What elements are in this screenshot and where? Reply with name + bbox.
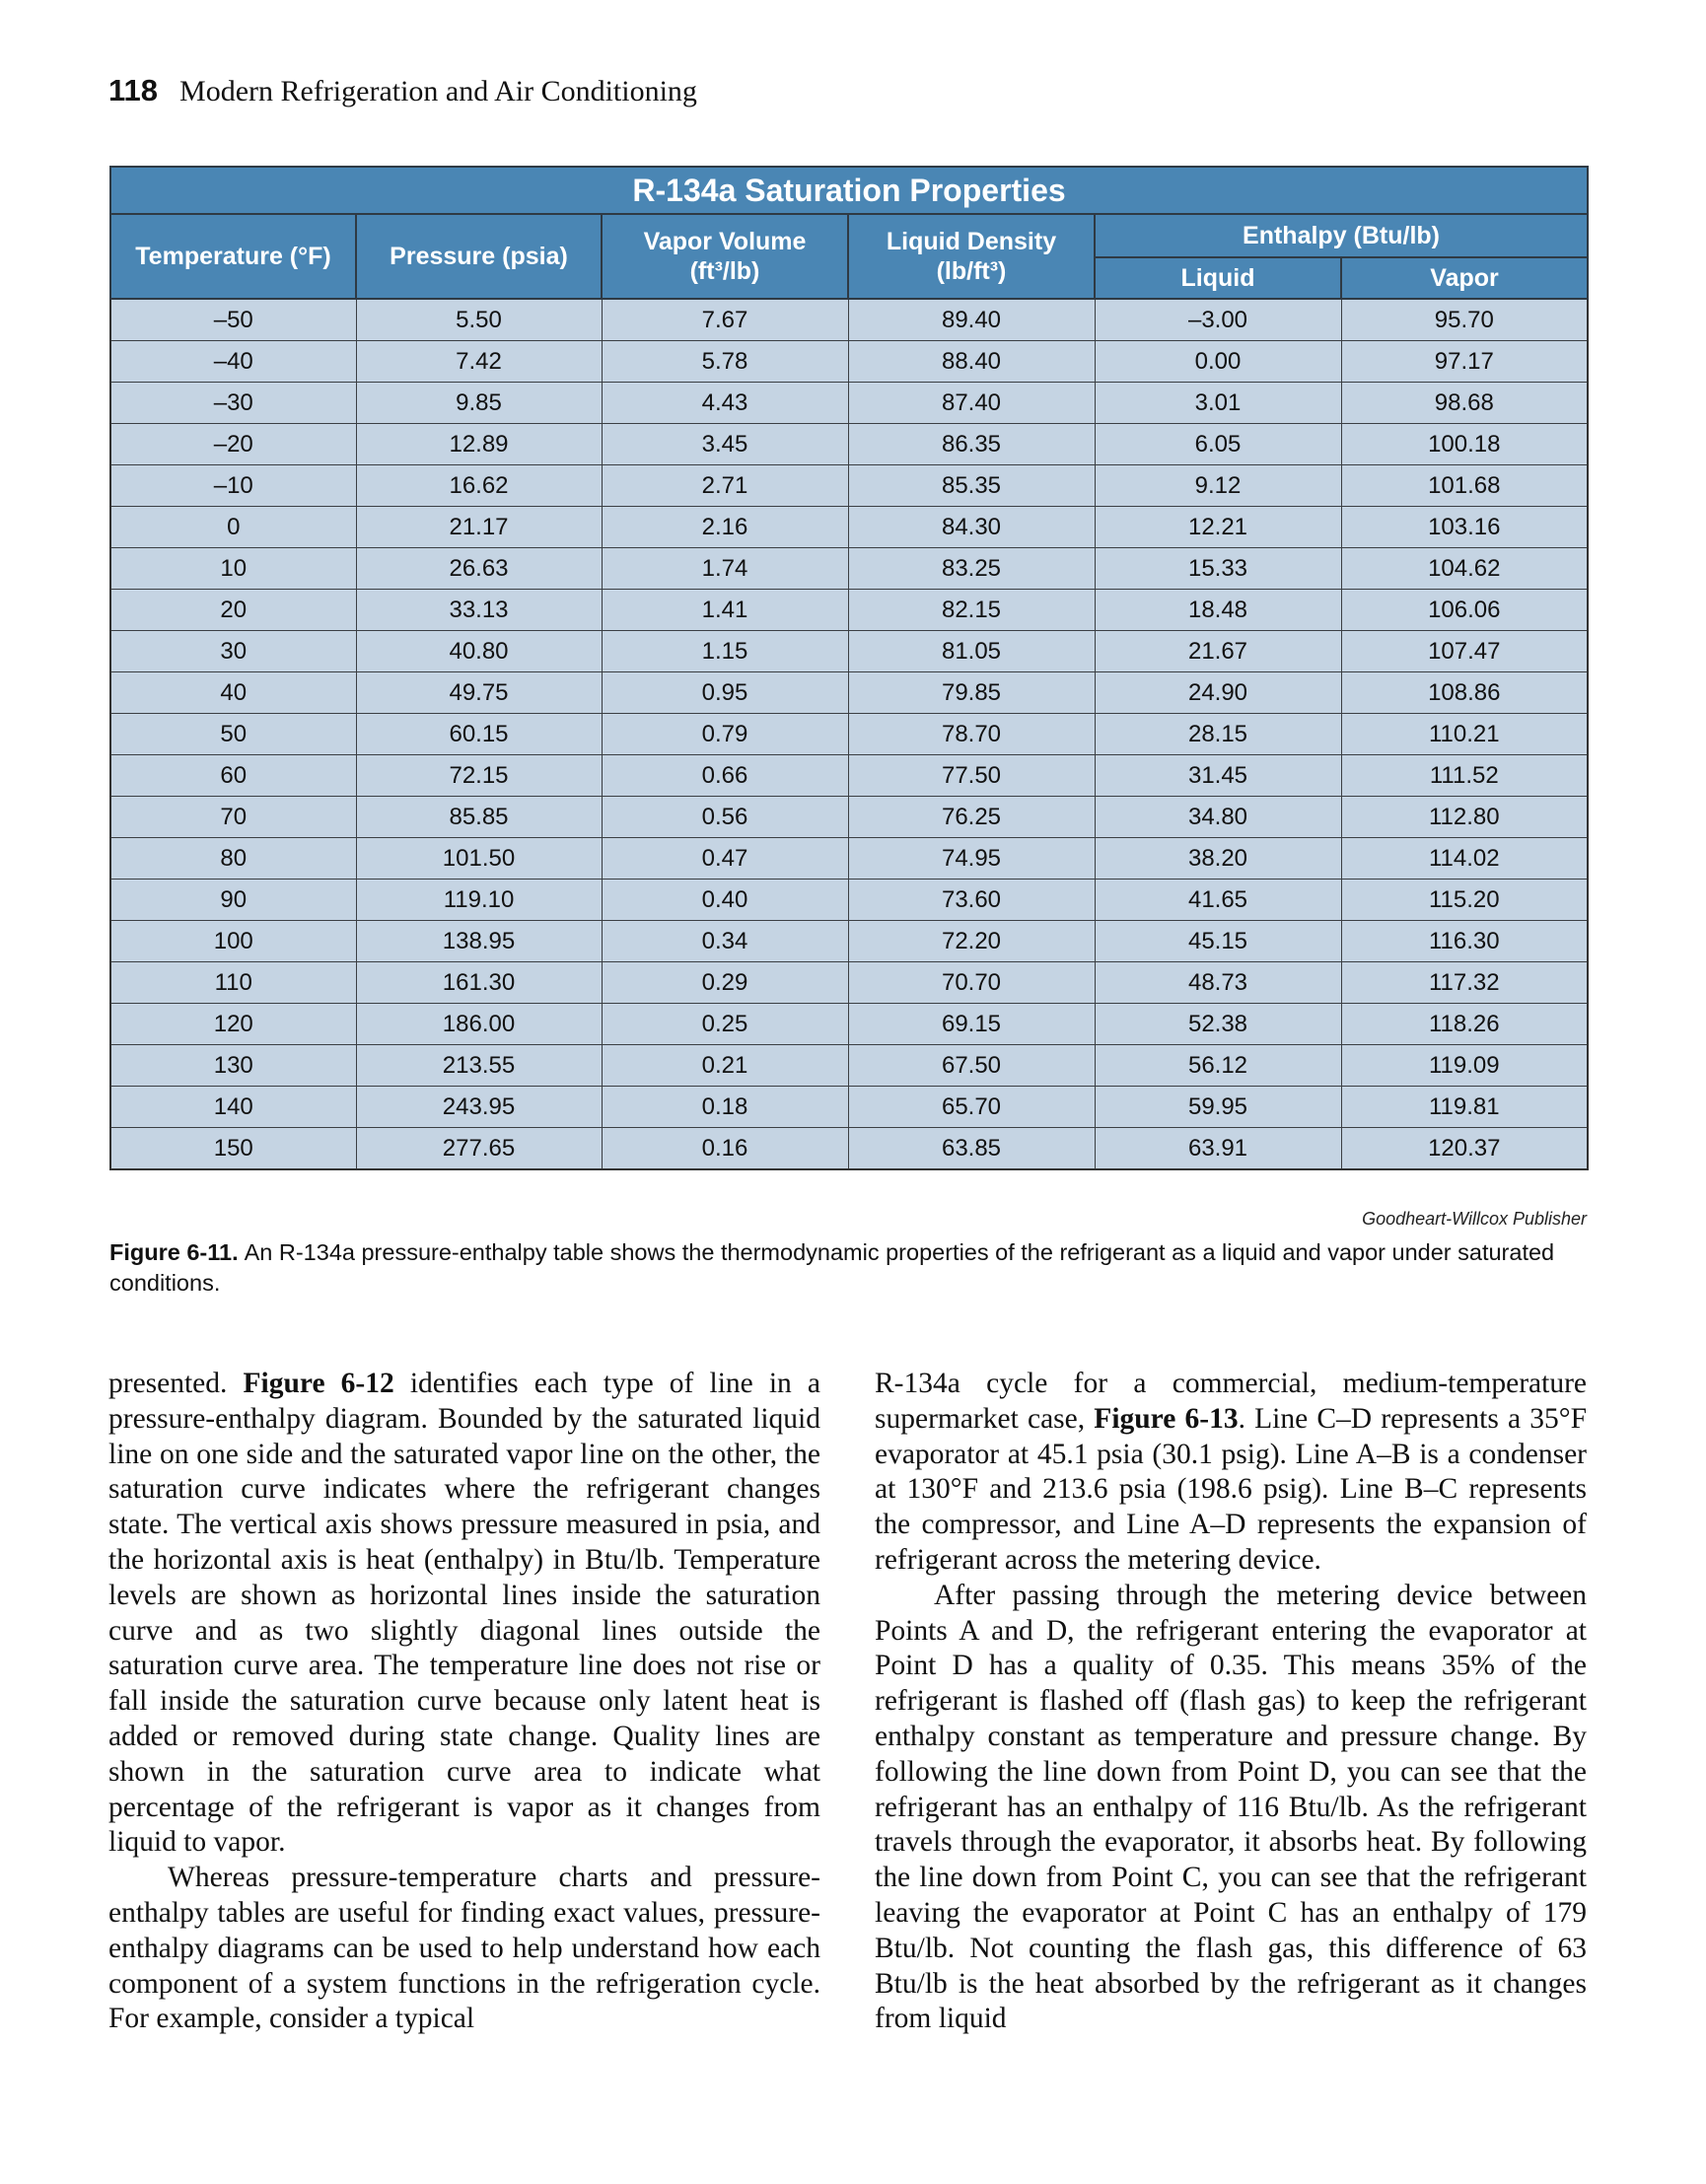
temperature-cell: 60 (110, 755, 356, 797)
table-row (110, 548, 1588, 590)
table-row (110, 1045, 1588, 1087)
table-row (110, 465, 1588, 507)
table-row (110, 797, 1588, 838)
enthalpy-vapor-cell: 98.68 (1341, 383, 1588, 424)
pressure-cell: 138.95 (356, 921, 602, 962)
vapor-volume-cell: 0.16 (602, 1128, 848, 1170)
pressure-cell: 85.85 (356, 797, 602, 838)
enthalpy-liquid-cell: 56.12 (1095, 1045, 1341, 1087)
pressure-cell: 26.63 (356, 548, 602, 590)
header-vapor-volume (602, 214, 848, 299)
pressure-cell: 5.50 (356, 299, 602, 341)
temperature-cell: –50 (110, 299, 356, 341)
vapor-volume-cell: 0.40 (602, 880, 848, 921)
vapor-volume-cell: 1.15 (602, 631, 848, 672)
enthalpy-liquid-cell: 38.20 (1095, 838, 1341, 880)
liquid-density-cell: 84.30 (848, 507, 1095, 548)
liquid-density-cell: 72.20 (848, 921, 1095, 962)
temperature-cell: 20 (110, 590, 356, 631)
enthalpy-vapor-cell: 116.30 (1341, 921, 1588, 962)
pressure-cell: 16.62 (356, 465, 602, 507)
enthalpy-liquid-cell: 24.90 (1095, 672, 1341, 714)
vapor-volume-cell: 2.71 (602, 465, 848, 507)
temperature-cell: 10 (110, 548, 356, 590)
enthalpy-vapor-cell: 110.21 (1341, 714, 1588, 755)
liquid-density-cell: 77.50 (848, 755, 1095, 797)
header-pressure: Pressure (psia) (356, 214, 602, 299)
enthalpy-vapor-cell: 120.37 (1341, 1128, 1588, 1170)
liquid-density-cell: 69.15 (848, 1004, 1095, 1045)
table-row (110, 962, 1588, 1004)
temperature-cell: 80 (110, 838, 356, 880)
vapor-volume-cell: 0.56 (602, 797, 848, 838)
liquid-density-cell: 78.70 (848, 714, 1095, 755)
table-row (110, 299, 1588, 341)
figure-caption-text: An R-134a pressure-enthalpy table shows the thermodynamic properties of the refrigerant as a liquid and vapor under saturated conditions. (109, 1239, 1555, 1296)
liquid-density-cell: 85.35 (848, 465, 1095, 507)
vapor-volume-cell: 2.16 (602, 507, 848, 548)
header-liquid-density-line2: (lb/ft³) (936, 257, 1007, 285)
temperature-cell: 50 (110, 714, 356, 755)
temperature-cell: 140 (110, 1087, 356, 1128)
vapor-volume-cell: 0.79 (602, 714, 848, 755)
vapor-volume-cell: 1.74 (602, 548, 848, 590)
text-run: R-134a cycle for a commercial, medium-temperature supermarket case, (875, 1368, 1587, 1435)
figure-reference: Figure 6-12 (243, 1368, 394, 1399)
pressure-cell: 60.15 (356, 714, 602, 755)
temperature-cell: –20 (110, 424, 356, 465)
header-enthalpy: Enthalpy (Btu/lb) (1095, 214, 1588, 257)
temperature-cell: –40 (110, 341, 356, 383)
pressure-cell: 243.95 (356, 1087, 602, 1128)
vapor-volume-cell: 5.78 (602, 341, 848, 383)
table-row (110, 341, 1588, 383)
header-liquid-density (848, 214, 1095, 299)
table-row (110, 631, 1588, 672)
header-enthalpy-liquid: Liquid (1095, 257, 1341, 299)
enthalpy-vapor-cell: 112.80 (1341, 797, 1588, 838)
book-title: Modern Refrigeration and Air Conditioning (179, 75, 697, 107)
pressure-cell: 12.89 (356, 424, 602, 465)
enthalpy-liquid-cell: 48.73 (1095, 962, 1341, 1004)
enthalpy-liquid-cell: 34.80 (1095, 797, 1341, 838)
table-row (110, 507, 1588, 548)
enthalpy-vapor-cell: 95.70 (1341, 299, 1588, 341)
enthalpy-liquid-cell: 52.38 (1095, 1004, 1341, 1045)
temperature-cell: 40 (110, 672, 356, 714)
pressure-cell: 49.75 (356, 672, 602, 714)
figure-reference: Figure 6-13 (1094, 1402, 1239, 1435)
enthalpy-liquid-cell: 63.91 (1095, 1128, 1341, 1170)
pressure-cell: 40.80 (356, 631, 602, 672)
liquid-density-cell: 65.70 (848, 1087, 1095, 1128)
pressure-cell: 33.13 (356, 590, 602, 631)
liquid-density-cell: 74.95 (848, 838, 1095, 880)
text-run: . Line C–D represents a 35°F evaporator at 45.1 psia (30.1 psig). Line A–B is a condenser at 130°F and 213.6 psia (198.6 psig). Line B–C represents the compressor, and Line A–D represents the expansion of refrigerant across the metering device. (875, 1402, 1588, 1576)
liquid-density-cell: 88.40 (848, 341, 1095, 383)
table-row (110, 921, 1588, 962)
liquid-density-cell: 86.35 (848, 424, 1095, 465)
vapor-volume-cell: 0.66 (602, 755, 848, 797)
saturation-table-container (109, 166, 1587, 1170)
enthalpy-vapor-cell: 119.81 (1341, 1087, 1588, 1128)
temperature-cell: 120 (110, 1004, 356, 1045)
temperature-cell: 100 (110, 921, 356, 962)
enthalpy-vapor-cell: 119.09 (1341, 1045, 1588, 1087)
vapor-volume-cell: 3.45 (602, 424, 848, 465)
vapor-volume-cell: 0.47 (602, 838, 848, 880)
enthalpy-liquid-cell: 3.01 (1095, 383, 1341, 424)
header-enthalpy-vapor: Vapor (1341, 257, 1588, 299)
liquid-density-cell: 83.25 (848, 548, 1095, 590)
temperature-cell: –30 (110, 383, 356, 424)
vapor-volume-cell: 7.67 (602, 299, 848, 341)
temperature-cell: 150 (110, 1128, 356, 1170)
header-vapor-volume-line2: (ft³/lb) (689, 257, 760, 285)
enthalpy-liquid-cell: 12.21 (1095, 507, 1341, 548)
pressure-cell: 186.00 (356, 1004, 602, 1045)
enthalpy-liquid-cell: 31.45 (1095, 755, 1341, 797)
liquid-density-cell: 67.50 (848, 1045, 1095, 1087)
figure-caption (109, 1237, 1589, 1299)
vapor-volume-cell: 0.21 (602, 1045, 848, 1087)
pressure-cell: 101.50 (356, 838, 602, 880)
table-row (110, 672, 1588, 714)
enthalpy-liquid-cell: 59.95 (1095, 1087, 1341, 1128)
pressure-cell: 9.85 (356, 383, 602, 424)
enthalpy-vapor-cell: 101.68 (1341, 465, 1588, 507)
enthalpy-liquid-cell: 28.15 (1095, 714, 1341, 755)
enthalpy-vapor-cell: 104.62 (1341, 548, 1588, 590)
enthalpy-liquid-cell: 6.05 (1095, 424, 1341, 465)
liquid-density-cell: 89.40 (848, 299, 1095, 341)
pressure-cell: 119.10 (356, 880, 602, 921)
temperature-cell: 70 (110, 797, 356, 838)
temperature-cell: 90 (110, 880, 356, 921)
pressure-cell: 21.17 (356, 507, 602, 548)
pressure-cell: 7.42 (356, 341, 602, 383)
pressure-cell: 161.30 (356, 962, 602, 1004)
table-body (110, 299, 1588, 1169)
table-row (110, 383, 1588, 424)
enthalpy-vapor-cell: 108.86 (1341, 672, 1588, 714)
figure-label: Figure 6-11. (109, 1239, 239, 1265)
enthalpy-liquid-cell: 15.33 (1095, 548, 1341, 590)
paragraph: Whereas pressure-temperature charts and pressure-enthalpy tables are useful for finding exact values, pressure-enthalpy diagrams can be used to help understand how each component of a system functions in the refrigeration cycle. For example, consider a typical (108, 1862, 820, 2035)
temperature-cell: 0 (110, 507, 356, 548)
liquid-density-cell: 82.15 (848, 590, 1095, 631)
table-row (110, 1087, 1588, 1128)
enthalpy-liquid-cell: –3.00 (1095, 299, 1341, 341)
enthalpy-vapor-cell: 117.32 (1341, 962, 1588, 1004)
enthalpy-liquid-cell: 9.12 (1095, 465, 1341, 507)
liquid-density-cell: 81.05 (848, 631, 1095, 672)
enthalpy-vapor-cell: 103.16 (1341, 507, 1588, 548)
table-row (110, 714, 1588, 755)
table-row (110, 424, 1588, 465)
liquid-density-cell: 63.85 (848, 1128, 1095, 1170)
enthalpy-liquid-cell: 0.00 (1095, 341, 1341, 383)
vapor-volume-cell: 0.25 (602, 1004, 848, 1045)
table-row (110, 838, 1588, 880)
vapor-volume-cell: 0.29 (602, 962, 848, 1004)
header-vapor-volume-line1: Vapor Volume (643, 228, 807, 255)
table-row (110, 880, 1588, 921)
enthalpy-vapor-cell: 100.18 (1341, 424, 1588, 465)
header-temperature: Temperature (°F) (110, 214, 356, 299)
body-column-right (875, 1367, 1587, 2037)
table-row (110, 755, 1588, 797)
publisher-credit: Goodheart-Willcox Publisher (1362, 1209, 1587, 1229)
liquid-density-cell: 76.25 (848, 797, 1095, 838)
text-run: presented. (108, 1368, 244, 1399)
running-header (108, 73, 697, 108)
saturation-properties-table (109, 166, 1589, 1170)
paragraph (108, 1367, 820, 1861)
vapor-volume-cell: 1.41 (602, 590, 848, 631)
text-run: identifies each type of line in a pressure-enthalpy diagram. Bounded by the saturated liquid line on one side and the saturated vapor line on the other, the saturation curve indicates where the refrigerant changes state. The vertical axis shows pressure measured in psia, and the horizontal axis is heat (enthalpy) in Btu/lb. Temperature levels are shown as horizontal lines inside the saturation curve and as two slightly diagonal lines outside the saturation curve area. The temperature line does not rise or fall inside the saturation curve because only latent heat is added or removed during state change. Quality lines are shown in the saturation curve area to indicate what percentage of the refrigerant is vapor as it changes from liquid to vapor. (108, 1368, 820, 1859)
vapor-volume-cell: 0.18 (602, 1087, 848, 1128)
enthalpy-vapor-cell: 111.52 (1341, 755, 1588, 797)
header-liquid-density-line1: Liquid Density (886, 228, 1057, 255)
enthalpy-vapor-cell: 97.17 (1341, 341, 1588, 383)
pressure-cell: 213.55 (356, 1045, 602, 1087)
page-number: 118 (108, 73, 159, 107)
pressure-cell: 277.65 (356, 1128, 602, 1170)
enthalpy-vapor-cell: 115.20 (1341, 880, 1588, 921)
temperature-cell: 130 (110, 1045, 356, 1087)
enthalpy-liquid-cell: 41.65 (1095, 880, 1341, 921)
table-row (110, 1004, 1588, 1045)
enthalpy-liquid-cell: 45.15 (1095, 921, 1341, 962)
temperature-cell: 110 (110, 962, 356, 1004)
paragraph: After passing through the metering device between Points A and D, the refrigerant entering the evaporator at Point D has a quality of 0.35. This means 35% of the refrigerant is flashed off (flash gas) to keep the refrigerant enthalpy constant as temperature and pressure change. By following the line down from Point D, you can see that the refrigerant has an enthalpy of 116 Btu/lb. As the refrigerant travels through the evaporator, it absorbs heat. By following the line down from Point C, you can see that the refrigerant leaving the evaporator at Point C has an enthalpy of 179 Btu/lb. Not counting the flash gas, this difference of 63 Btu/lb is the heat absorbed by the refrigerant as it changes from liquid (875, 1579, 1587, 2035)
enthalpy-vapor-cell: 118.26 (1341, 1004, 1588, 1045)
enthalpy-vapor-cell: 107.47 (1341, 631, 1588, 672)
liquid-density-cell: 70.70 (848, 962, 1095, 1004)
table-row (110, 590, 1588, 631)
table-title: R-134a Saturation Properties (110, 167, 1588, 214)
temperature-cell: –10 (110, 465, 356, 507)
enthalpy-liquid-cell: 21.67 (1095, 631, 1341, 672)
vapor-volume-cell: 4.43 (602, 383, 848, 424)
liquid-density-cell: 73.60 (848, 880, 1095, 921)
vapor-volume-cell: 0.95 (602, 672, 848, 714)
liquid-density-cell: 87.40 (848, 383, 1095, 424)
body-column-left (108, 1367, 820, 2037)
liquid-density-cell: 79.85 (848, 672, 1095, 714)
paragraph (875, 1367, 1587, 1579)
temperature-cell: 30 (110, 631, 356, 672)
vapor-volume-cell: 0.34 (602, 921, 848, 962)
enthalpy-liquid-cell: 18.48 (1095, 590, 1341, 631)
table-row (110, 1128, 1588, 1170)
enthalpy-vapor-cell: 114.02 (1341, 838, 1588, 880)
enthalpy-vapor-cell: 106.06 (1341, 590, 1588, 631)
pressure-cell: 72.15 (356, 755, 602, 797)
